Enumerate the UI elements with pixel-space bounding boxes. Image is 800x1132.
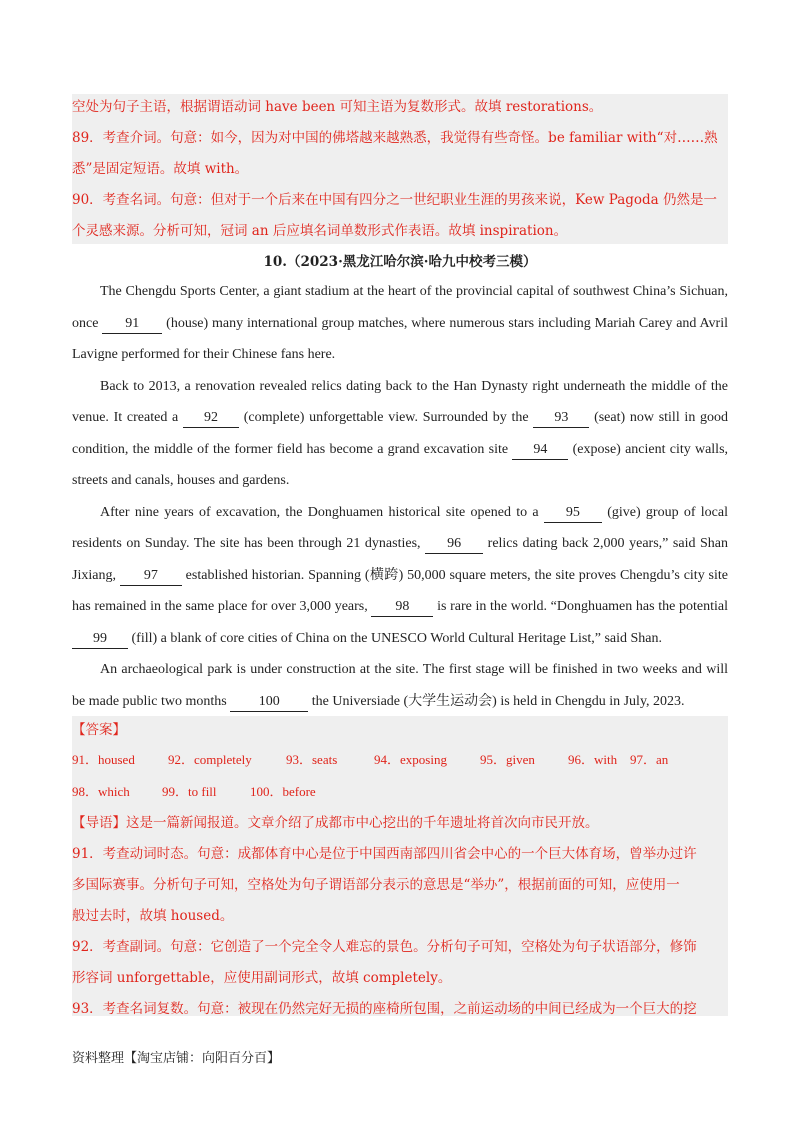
- explanation-line: 空处为句子主语，根据谓语动词 have been 可知主语为复数形式。故填 restorations。: [72, 99, 603, 115]
- blank-100[interactable]: 100: [230, 693, 308, 712]
- question-title: 10.（2023·黑龙江哈尔滨·哈九中校考三模）: [263, 254, 537, 270]
- passage-paragraph-2: [72, 371, 728, 497]
- explanation-line: 92．考查副词。句意：它创造了一个完全令人难忘的景色。分析句子可知，空格处为句子状语部分，修饰: [72, 939, 697, 955]
- answer-item: 91．housed: [72, 752, 135, 767]
- answers-row-2: [72, 782, 330, 802]
- blank-99[interactable]: 99: [72, 630, 128, 649]
- blank-98[interactable]: 98: [371, 598, 433, 617]
- answers-row-1: [72, 750, 680, 770]
- passage-text: the Universiade (大学生运动会) is held in Chengdu in July, 2023.: [311, 693, 685, 709]
- passage-text: (complete) unforgettable view. Surrounded by the: [243, 410, 529, 425]
- passage-text: The Chengdu Sports Center, a giant stadium at the heart of the provincial capital of southwest China’s Sichuan, once: [72, 284, 728, 331]
- lead-in-text: 【导语】这是一篇新闻报道。文章介绍了成都市中心挖出的千年遗址将首次向市民开放。: [72, 815, 599, 831]
- blank-97[interactable]: 97: [120, 567, 182, 586]
- answer-item: 95．given: [480, 752, 535, 767]
- passage-text: established historian. Spanning (横跨) 50,000 square meters, the site proves Chengdu’s city site has remained in the same place for over 3,000 years,: [72, 567, 728, 614]
- blank-92[interactable]: 92: [183, 409, 239, 428]
- passage-text: (seat) now still in good condition, the middle of the former field has become a grand excavation site: [72, 410, 729, 457]
- footer-source: 资料整理【淘宝店铺：向阳百分百】: [72, 1051, 281, 1066]
- passage-text: (give) group of local residents on Sunday. The site has been through 21 dynasties,: [72, 504, 728, 551]
- blank-96[interactable]: 96: [425, 535, 483, 554]
- passage-paragraph-1: [72, 276, 728, 371]
- blank-95[interactable]: 95: [544, 504, 602, 523]
- passage-text: (expose) ancient city walls, streets and canals, houses and gardens.: [72, 441, 729, 488]
- answer-item: 92．completely: [168, 752, 252, 767]
- explanation-line: 个灵感来源。分析可知，冠词 an 后应填名词单数形式作表语。故填 inspiration。: [72, 223, 568, 239]
- explanation-line: 形容词 unforgettable，应使用副词形式，故填 completely。: [72, 970, 452, 986]
- explanation-line: 93．考查名词复数。句意：被现在仍然完好无损的座椅所包围，之前运动场的中间已经成为一个巨大的挖: [72, 1001, 697, 1017]
- passage-text: Back to 2013, a renovation revealed relics dating back to the Han Dynasty right underneath the middle of the venue. It created a: [72, 378, 728, 425]
- passage-text: is rare in the world. “Donghuamen has the potential: [437, 599, 729, 614]
- answer-item: 100．before: [250, 784, 316, 799]
- answer-item: 98．which: [72, 784, 130, 799]
- explanation-line: 多国际赛事。分析句子可知，空格处为句子谓语部分表示的意思是“举办”，根据前面的可知，应使用一: [72, 877, 680, 893]
- answer-item: 97．an: [630, 752, 669, 767]
- blank-94[interactable]: 94: [512, 441, 568, 460]
- blank-93[interactable]: 93: [533, 409, 589, 428]
- lead-in: [72, 813, 728, 833]
- explanation-line: 悉”是固定短语。故填 with。: [72, 161, 249, 177]
- passage-text: After nine years of excavation, the Donghuamen historical site opened to a: [100, 504, 539, 520]
- passage-text: relics dating back 2,000 years,” said Shan Jixiang,: [72, 536, 729, 583]
- explanation-line: 90．考查名词。句意：但对于一个后来在中国有四分之一世纪职业生涯的男孩来说，Kew Pagoda 仍然是一: [72, 192, 718, 208]
- explanation-line: 般过去时，故填 housed。: [72, 908, 234, 924]
- explanation-line: 91．考查动词时态。句意：成都体育中心是位于中国西南部四川省会中心的一个巨大体育场，曾举办过许: [72, 846, 697, 862]
- explanation-line: 89．考查介词。句意：如今，因为对中国的佛塔越来越熟悉，我觉得有些奇怪。be familiar with“对……熟: [72, 130, 718, 146]
- answer-header: 【答案】: [72, 722, 126, 738]
- passage-paragraph-4: [72, 654, 728, 717]
- passage-text: (fill) a blank of core cities of China on the UNESCO World Cultural Heritage List,” said Shan.: [131, 630, 662, 646]
- passage: [72, 276, 728, 717]
- passage-paragraph-3: [72, 497, 728, 655]
- answer-item: 96．with: [568, 752, 618, 767]
- answer-item: 94．exposing: [374, 752, 447, 767]
- answer-item: 99．to fill: [162, 784, 217, 799]
- answer-item: 93．seats: [286, 752, 338, 767]
- passage-text: An archaeological park is under construction at the site. The first stage will be finished in two weeks and will be made public two months: [72, 662, 728, 709]
- blank-91[interactable]: 91: [102, 315, 162, 334]
- passage-text: (house) many international group matches, where numerous stars including Mariah Carey and Avril Lavigne performed for their Chinese fans here.: [72, 315, 729, 362]
